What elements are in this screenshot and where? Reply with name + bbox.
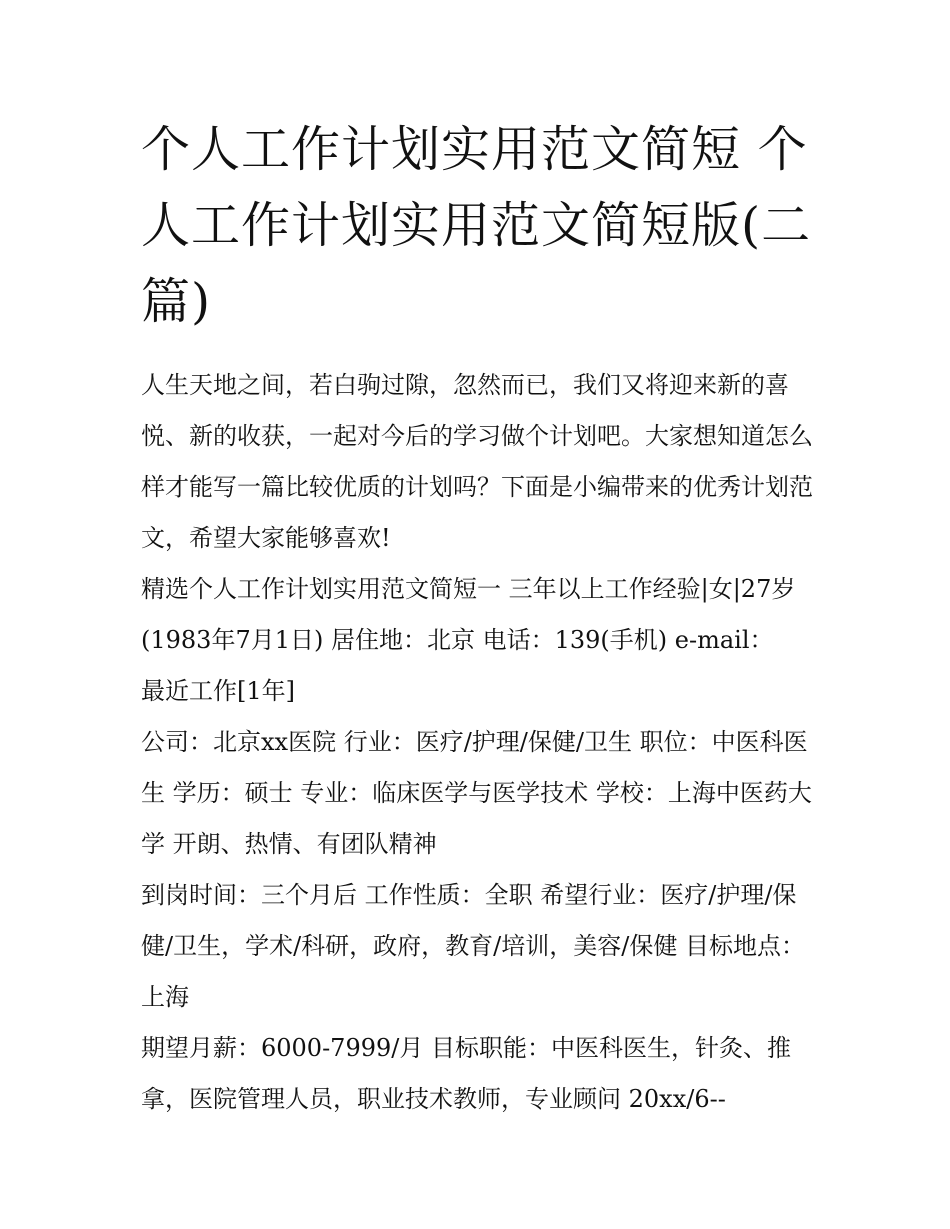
salary-paragraph: 期望月薪：6000-7999/月 目标职能：中医科医生，针灸、推拿，医院管理人员，职业技术教师，专业顾问 20xx/6-- bbox=[141, 1034, 791, 1113]
intro-paragraph: 人生天地之间，若白驹过隙，忽然而已，我们又将迎来新的喜悦、新的收获，一起对今后的学习做个计划吧。大家想知道怎么样才能写一篇比较优质的计划吗？下面是小编带来的优秀计划范文，希望大家能够喜欢! bbox=[141, 371, 813, 552]
document-title: 个人工作计划实用范文简短 个人工作计划实用范文简短版(二篇) bbox=[141, 121, 812, 330]
job-intent-paragraph: 到岗时间：三个月后 工作性质：全职 希望行业：医疗/护理/保健/卫生，学术/科研，政府，教育/培训，美容/保健 目标地点：上海 bbox=[141, 881, 805, 1011]
document-body bbox=[141, 360, 820, 1125]
recent-work-paragraph: 最近工作[1年] bbox=[141, 677, 295, 705]
resume-header-paragraph: 精选个人工作计划实用范文简短一 三年以上工作经验|女|27岁(1983年7月1日) 居住地：北京 电话：139(手机) e-mail： bbox=[141, 575, 796, 654]
company-info-paragraph: 公司：北京xx医院 行业：医疗/护理/保健/卫生 职位：中医科医生 学历：硕士 专业：临床医学与医学技术 学校：上海中医药大学 开朗、热情、有团队精神 bbox=[141, 728, 812, 858]
